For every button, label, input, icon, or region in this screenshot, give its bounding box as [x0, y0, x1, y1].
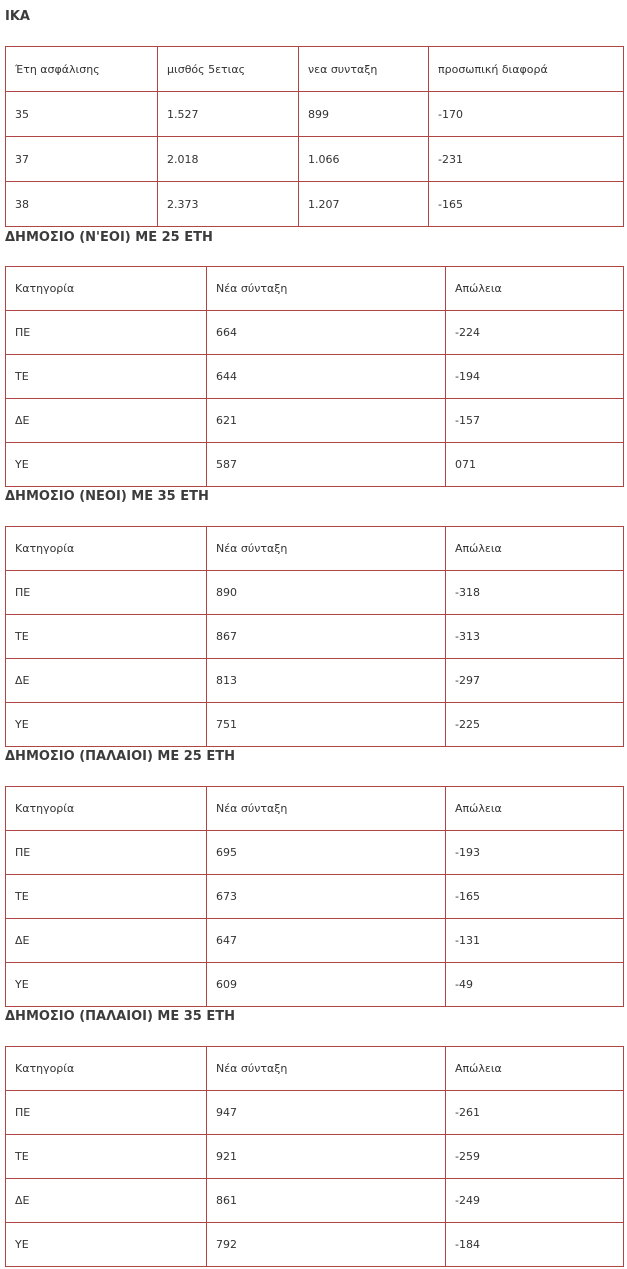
table-cell: 609 — [207, 963, 446, 1007]
table-cell: 1.527 — [158, 92, 299, 137]
header-cell: μισθός 5ετιας — [158, 47, 299, 92]
table-cell: 664 — [207, 311, 446, 355]
table-cell: -194 — [446, 355, 624, 399]
table-row — [6, 831, 624, 875]
table-row — [6, 919, 624, 963]
table-cell: 2.018 — [158, 137, 299, 182]
table-cell: -225 — [446, 703, 624, 747]
table-cell: 2.373 — [158, 182, 299, 227]
table-cell: ΥΕ — [6, 703, 207, 747]
table-header-row — [6, 1047, 624, 1091]
table-row — [6, 443, 624, 487]
table-row — [6, 92, 624, 137]
table-cell: 947 — [207, 1091, 446, 1135]
dimosio-palaioi-35-title: ΔΗΜΟΣΙΟ (ΠΑΛΑΙΟΙ) ΜΕ 35 ΕΤΗ — [5, 1009, 236, 1024]
header-cell: Κατηγορία — [6, 267, 207, 311]
table-cell: ΔΕ — [6, 399, 207, 443]
table-cell: 695 — [207, 831, 446, 875]
dimosio-palaioi-25-table — [5, 786, 624, 1007]
table-cell: ΔΕ — [6, 1179, 207, 1223]
table-cell: 35 — [6, 92, 158, 137]
table-header-row — [6, 267, 624, 311]
table-row — [6, 875, 624, 919]
ika-table — [5, 46, 624, 227]
table-cell: 37 — [6, 137, 158, 182]
header-cell: Κατηγορία — [6, 1047, 207, 1091]
table-cell: -261 — [446, 1091, 624, 1135]
table-header-row — [6, 527, 624, 571]
table-row — [6, 399, 624, 443]
header-cell: Απώλεια — [446, 267, 624, 311]
table-row — [6, 1223, 624, 1267]
table-row — [6, 311, 624, 355]
table-cell: ΤΕ — [6, 875, 207, 919]
header-cell: Απώλεια — [446, 1047, 624, 1091]
table-cell: ΠΕ — [6, 1091, 207, 1135]
table-cell: -165 — [446, 875, 624, 919]
header-cell: Κατηγορία — [6, 527, 207, 571]
table-row — [6, 1091, 624, 1135]
table-cell: ΤΕ — [6, 1135, 207, 1179]
table-cell: ΥΕ — [6, 443, 207, 487]
table-cell: -318 — [446, 571, 624, 615]
table-cell: 587 — [207, 443, 446, 487]
header-cell: Νέα σύνταξη — [207, 787, 446, 831]
table-cell: -249 — [446, 1179, 624, 1223]
table-cell: 867 — [207, 615, 446, 659]
table-cell: -165 — [429, 182, 624, 227]
dimosio-neoi-25-title: ΔΗΜΟΣΙΟ (Ν'ΕΟΙ) ΜΕ 25 ΕΤΗ — [5, 230, 213, 245]
table-cell: -231 — [429, 137, 624, 182]
table-cell: 861 — [207, 1179, 446, 1223]
dimosio-palaioi-25-title: ΔΗΜΟΣΙΟ (ΠΑΛΑΙΟΙ) ΜΕ 25 ΕΤΗ — [5, 749, 236, 764]
table-cell: ΤΕ — [6, 615, 207, 659]
table-cell: ΥΕ — [6, 963, 207, 1007]
table-cell: 751 — [207, 703, 446, 747]
table-row — [6, 615, 624, 659]
table-cell: 899 — [299, 92, 429, 137]
table-cell: 813 — [207, 659, 446, 703]
table-cell: 38 — [6, 182, 158, 227]
table-row — [6, 1179, 624, 1223]
table-cell: -131 — [446, 919, 624, 963]
table-cell: 1.066 — [299, 137, 429, 182]
table-row — [6, 703, 624, 747]
table-cell: 1.207 — [299, 182, 429, 227]
table-row — [6, 659, 624, 703]
table-header-row — [6, 787, 624, 831]
table-cell: -157 — [446, 399, 624, 443]
dimosio-neoi-35-table — [5, 526, 624, 747]
table-cell: -170 — [429, 92, 624, 137]
header-cell: Κατηγορία — [6, 787, 207, 831]
header-cell: Νέα σύνταξη — [207, 527, 446, 571]
table-cell: ΥΕ — [6, 1223, 207, 1267]
table-row — [6, 137, 624, 182]
table-cell: -313 — [446, 615, 624, 659]
header-cell: νεα συνταξη — [299, 47, 429, 92]
table-cell: -224 — [446, 311, 624, 355]
table-cell: -184 — [446, 1223, 624, 1267]
table-cell: ΠΕ — [6, 311, 207, 355]
table-cell: ΔΕ — [6, 919, 207, 963]
table-cell: ΠΕ — [6, 571, 207, 615]
dimosio-palaioi-35-table — [5, 1046, 624, 1267]
table-cell: ΔΕ — [6, 659, 207, 703]
table-row — [6, 1135, 624, 1179]
table-cell: 621 — [207, 399, 446, 443]
table-cell: -49 — [446, 963, 624, 1007]
header-cell: Νέα σύνταξη — [207, 267, 446, 311]
table-cell: -193 — [446, 831, 624, 875]
header-cell: Απώλεια — [446, 787, 624, 831]
table-row — [6, 963, 624, 1007]
table-cell: 921 — [207, 1135, 446, 1179]
table-cell: 673 — [207, 875, 446, 919]
table-cell: 890 — [207, 571, 446, 615]
table-row — [6, 182, 624, 227]
header-cell: Απώλεια — [446, 527, 624, 571]
ika-title: ΙΚΑ — [5, 9, 30, 24]
table-header-row — [6, 47, 624, 92]
header-cell: Νέα σύνταξη — [207, 1047, 446, 1091]
table-cell: 644 — [207, 355, 446, 399]
table-cell: -297 — [446, 659, 624, 703]
table-cell: 647 — [207, 919, 446, 963]
table-cell: ΤΕ — [6, 355, 207, 399]
dimosio-neoi-25-table — [5, 266, 624, 487]
table-cell: ΠΕ — [6, 831, 207, 875]
table-row — [6, 355, 624, 399]
table-cell: 792 — [207, 1223, 446, 1267]
table-cell: -259 — [446, 1135, 624, 1179]
table-row — [6, 571, 624, 615]
header-cell: προσωπική διαφορά — [429, 47, 624, 92]
header-cell: Έτη ασφάλισης — [6, 47, 158, 92]
table-cell: 071 — [446, 443, 624, 487]
dimosio-neoi-35-title: ΔΗΜΟΣΙΟ (ΝΕΟΙ) ΜΕ 35 ΕΤΗ — [5, 489, 209, 504]
